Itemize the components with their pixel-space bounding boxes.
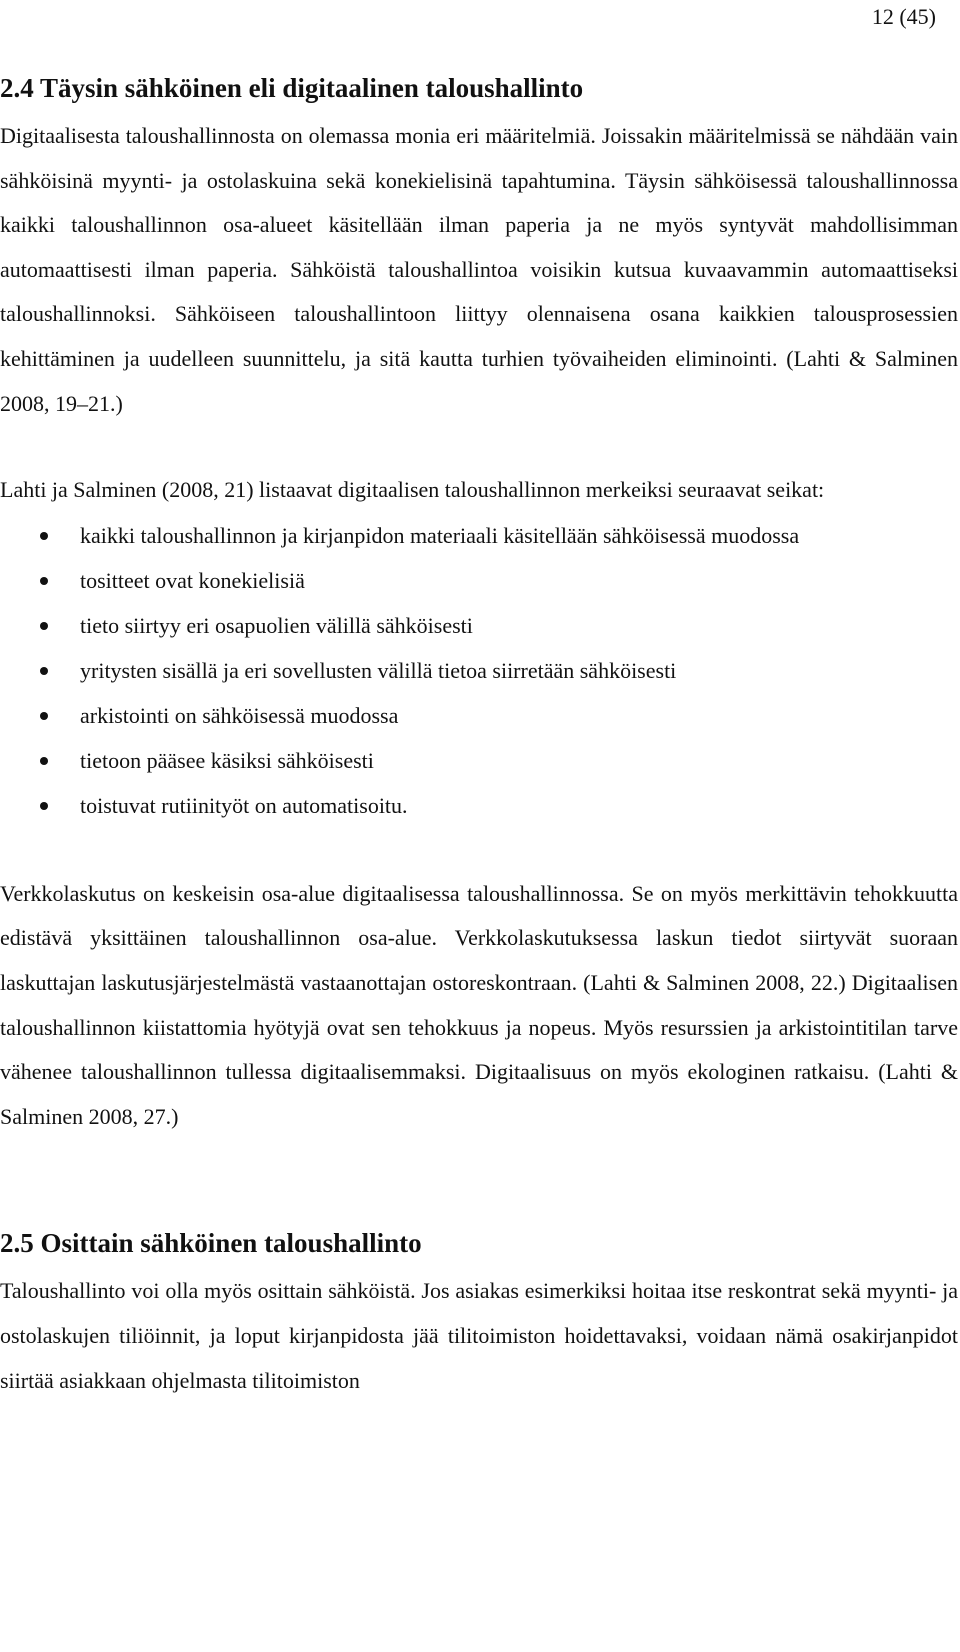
- bullet-icon: [40, 577, 48, 585]
- list-item-text: yritysten sisällä ja eri sovellusten välillä tietoa siirretään sähköisesti: [80, 657, 677, 683]
- list-item: [0, 558, 958, 603]
- bullet-icon: [40, 802, 48, 810]
- bullet-icon: [40, 622, 48, 630]
- paragraph-list-intro: Lahti ja Salminen (2008, 21) listaavat digitaalisen taloushallinnon merkeiksi seuraavat seikat:: [0, 477, 825, 503]
- bullet-icon: [40, 667, 48, 675]
- list-item: [0, 603, 958, 648]
- list-item: [0, 783, 958, 828]
- list-item: [0, 738, 958, 783]
- list-item-text: arkistointi on sähköisessä muodossa: [80, 702, 399, 728]
- paragraph-spacer: [0, 426, 958, 468]
- bullet-list: [0, 513, 958, 828]
- list-item: [0, 693, 958, 738]
- section-heading-2-4: 2.4 Täysin sähköinen eli digitaalinen taloushallinto: [0, 73, 584, 103]
- list-item-text: kaikki taloushallinnon ja kirjanpidon materiaali käsitellään sähköisessä muodossa: [80, 522, 800, 548]
- list-item-text: tositteet ovat konekielisiä: [80, 567, 305, 593]
- list-item-text: tieto siirtyy eri osapuolien välillä sähköisesti: [80, 612, 473, 638]
- bullet-icon: [40, 757, 48, 765]
- paragraph-e-invoicing: Verkkolaskutus on keskeisin osa-alue digitaalisessa taloushallinnossa. Se on myös merkittävin tehokkuutta edistävä yksittäinen taloushallinnon osa-alue. Verkkolaskutuksessa laskun tiedot siirtyvät suoraan laskuttajan laskutusjärjestelmästä vastaanottajan ostoreskontraan. (Lahti & Salminen 2008, 22.) Digitaalisen taloushallinnon kiistattomia hyötyjä ovat sen tehokkuus ja nopeus. Myös resurssien ja arkistointitilan tarve vähenee taloushallinnon tullessa digitaalisemmaksi. Digitaalisuus on myös ekologinen ratkaisu. (Lahti & Salminen 2008, 27.): [0, 880, 958, 1129]
- page-number: 12 (45): [871, 4, 936, 29]
- paragraph-spacer: [0, 828, 958, 872]
- list-item-text: tietoon pääsee käsiksi sähköisesti: [80, 747, 374, 773]
- paragraph-partial-digital: Taloushallinto voi olla myös osittain sähköistä. Jos asiakas esimerkiksi hoitaa itse reskontrat sekä myynti- ja ostolaskujen tiliöinnit, ja loput kirjanpidosta jää tilitoimiston hoidettavaksi, voidaan nämä osakirjanpidot siirtää asiakkaan ohjelmasta tilitoimiston: [0, 1278, 958, 1393]
- list-item-text: toistuvat rutiinityöt on automatisoitu.: [80, 792, 408, 818]
- list-item: [0, 648, 958, 693]
- document-body: [0, 70, 958, 1403]
- bullet-icon: [40, 712, 48, 720]
- bullet-icon: [40, 532, 48, 540]
- section-spacer: [0, 1139, 958, 1225]
- paragraph-digital-definitions: Digitaalisesta taloushallinnosta on olemassa monia eri määritelmiä. Joissakin määritelmissä se nähdään vain sähköisinä myynti- ja ostolaskuina sekä konekielisinä tapahtumina. Täysin sähköisessä taloushallinnossa kaikki taloushallinnon osa-alueet käsitellään ilman paperia ja ne myös syntyvät mahdollisimman automaattisesti ilman paperia. Sähköistä taloushallintoa voisikin kutsua kuvaavammin automaattiseksi taloushallinnoksi. Sähköiseen taloushallintoon liittyy olennaisena osana kaikkien talousprosessien kehittäminen ja uudelleen suunnittelu, ja sitä kautta turhien työvaiheiden eliminointi. (Lahti & Salminen 2008, 19–21.): [0, 123, 958, 416]
- section-heading-2-5: 2.5 Osittain sähköinen taloushallinto: [0, 1228, 422, 1259]
- list-item: [0, 513, 958, 558]
